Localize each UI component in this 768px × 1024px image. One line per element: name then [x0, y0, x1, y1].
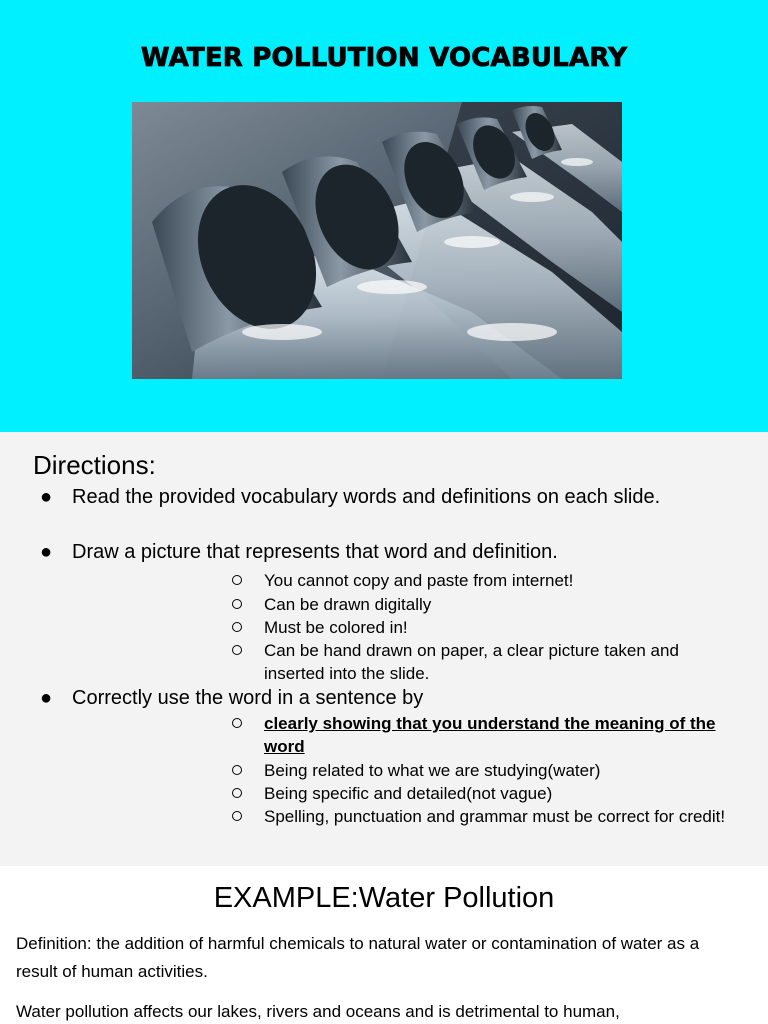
sub-bullet-text: You cannot copy and paste from internet! [264, 571, 574, 590]
title-slide [0, 0, 768, 432]
bullet-dot-icon: ● [40, 486, 53, 508]
pipes-water-illustration [132, 102, 622, 379]
bullet-text: Draw a picture that represents that word and definition. [72, 541, 558, 563]
bullet-circle-icon [232, 599, 242, 609]
bullet-circle-icon [232, 645, 242, 655]
bullet-circle-icon [232, 575, 242, 585]
bullet-dot-icon: ● [40, 541, 53, 563]
directions-heading: Directions: [33, 450, 156, 480]
bullet-circle-icon [232, 788, 242, 798]
directions-slide [0, 432, 768, 866]
drainage-pipes-photo [132, 102, 622, 379]
sub-bullet-text: Being specific and detailed(not vague) [264, 784, 553, 803]
bullet-text: Correctly use the word in a sentence by [72, 687, 424, 709]
sub-bullet-text: Spelling, punctuation and grammar must be correct for credit! [264, 807, 726, 826]
bullet-circle-icon [232, 622, 242, 632]
example-body-text: Water pollution affects our lakes, rivers and oceans and is detrimental to human, [16, 1002, 620, 1021]
bullet-text: Read the provided vocabulary words and definitions on each slide. [72, 486, 661, 508]
example-definition: Definition: the addition of harmful chemicals to natural water or contamination of water as a result of human activities. [16, 934, 700, 981]
bullet-circle-icon [232, 718, 242, 728]
bullet-circle-icon [232, 765, 242, 775]
sub-bullet-text: Must be colored in! [264, 618, 408, 637]
sub-bullet-text: Can be drawn digitally [264, 595, 432, 614]
bullet-circle-icon [232, 811, 242, 821]
bullet-dot-icon: ● [40, 687, 53, 709]
slide-title: WATER POLLUTION VOCABULARY [140, 43, 628, 73]
example-slide [0, 866, 768, 1024]
sub-bullet-text: Can be hand drawn on paper, a clear picture taken and inserted into the slide. [264, 641, 679, 683]
sub-bullet-text-emphasized: clearly showing that you understand the meaning of the word [264, 714, 716, 756]
example-title: EXAMPLE:Water Pollution [213, 882, 555, 914]
sub-bullet-text: Being related to what we are studying(water) [264, 761, 601, 780]
